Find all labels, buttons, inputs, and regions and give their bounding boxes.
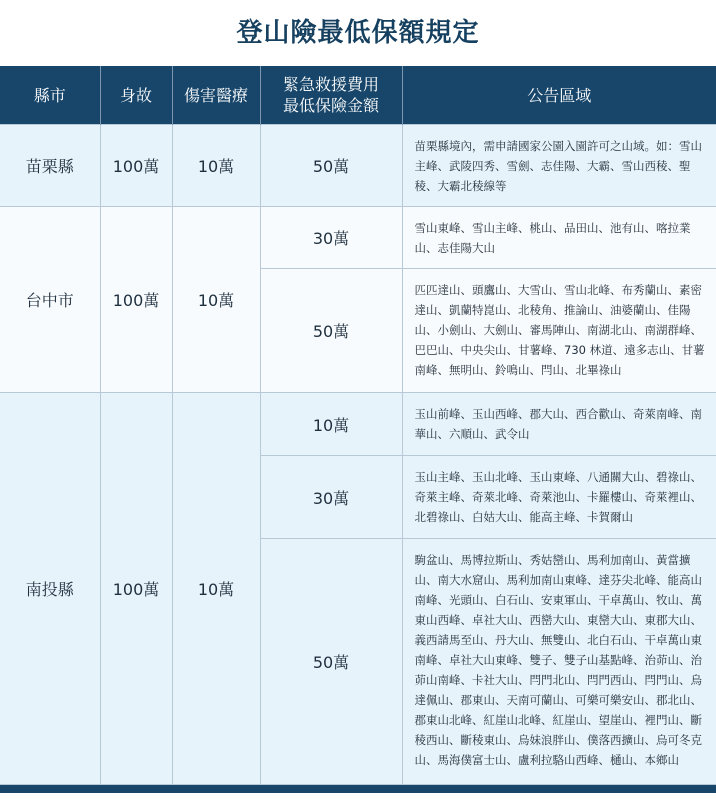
rescue-amount-cell: 30萬 [260,207,402,269]
rescue-amount-cell: 30萬 [260,456,402,539]
injury-cell: 10萬 [172,207,260,393]
area-cell: 玉山前峰、玉山西峰、郡大山、西合歡山、奇萊南峰、南華山、六順山、武令山 [402,393,716,456]
header-county: 縣市 [0,66,100,125]
county-cell: 南投縣 [0,393,100,785]
area-cell: 雪山東峰、雪山主峰、桃山、品田山、池有山、喀拉業山、志佳陽大山 [402,207,716,269]
bottom-bar [0,785,716,793]
header-area: 公告區域 [402,66,716,125]
rescue-amount-cell: 50萬 [260,269,402,393]
header-injury: 傷害醫療 [172,66,260,125]
area-cell: 匹匹達山、頭鷹山、大雪山、雪山北峰、布秀蘭山、素密達山、凱蘭特崑山、北稜角、推論山、油婆蘭山、佳陽 山、小劍山、大劍山、審馬陣山、南湖北山、南湖群峰、巴巴山、中央尖山、甘薯峰、730 林道、遠多志山、甘薯南峰、無明山、鈴鳴山、閂山、北畢祿山 [402,269,716,393]
header-rescue [260,66,402,125]
rescue-amount-cell: 50萬 [260,539,402,785]
table-header-row [0,66,716,125]
county-cell: 台中市 [0,207,100,393]
page-title: 登山險最低保額規定 [236,18,480,48]
area-cell: 駒盆山、馬博拉斯山、秀姑巒山、馬利加南山、黃當擴山、南大水窟山、馬利加南山東峰、達芬尖北峰、能高山南峰、光頭山、白石山、安東軍山、干卓萬山、牧山、萬東山西峰、卓社大山、西巒大山、東巒大山、東郡大山、義西請馬至山、丹大山、無雙山、北白石山、干卓萬山東南峰、卓社大山東峰、雙子、雙子山基點峰、治茆山、治茆山南峰、卡社大山、閂門北山、閂門西山、閂門山、烏達佩山、郡東山、天南可蘭山、可樂可樂安山、郡北山、郡東山北峰、紅崖山北峰、紅崖山、望崖山、裡門山、斷稜西山、斷稜東山、烏妹浪胖山、僕落西擴山、烏可冬克山、馬海僕富士山、盧利拉駱山西峰、樋山、本鄉山 [402,539,716,785]
table-row [0,393,716,456]
table-row [0,207,716,269]
injury-cell: 10萬 [172,125,260,207]
header-death: 身故 [100,66,172,125]
header-rescue-line2: 最低保險金額 [282,96,379,115]
table-row [0,125,716,207]
header-rescue-line1: 緊急救援費用 [282,75,379,94]
death-cell: 100萬 [100,393,172,785]
injury-cell: 10萬 [172,393,260,785]
rescue-amount-cell: 10萬 [260,393,402,456]
area-cell: 苗栗縣境內，需申請國家公園入園許可之山域。如：雪山主峰、武陵四秀、雪劍、志佳陽、大霸、雪山西稜、聖稜、大霸北稜線等 [402,125,716,207]
death-cell: 100萬 [100,125,172,207]
county-cell: 苗栗縣 [0,125,100,207]
insurance-table [0,66,716,785]
death-cell: 100萬 [100,207,172,393]
rescue-amount-cell: 50萬 [260,125,402,207]
area-cell: 玉山主峰、玉山北峰、玉山東峰、八通關大山、碧祿山、奇萊主峰、奇萊北峰、奇萊池山、卡羅樓山、奇萊裡山、北碧祿山、白姑大山、能高主峰、卡賀爾山 [402,456,716,539]
